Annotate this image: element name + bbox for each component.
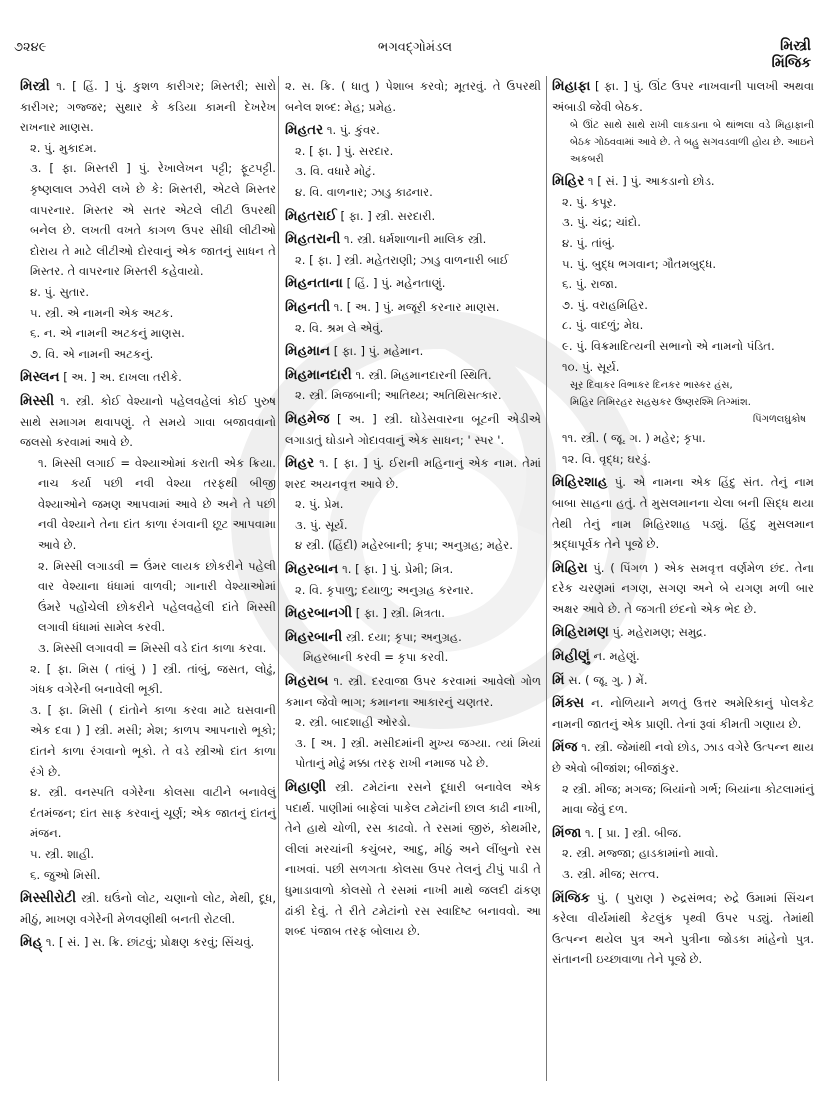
- headword: મિહતર: [285, 122, 324, 139]
- dictionary-entry: [552, 670, 814, 691]
- entry-main-line: [552, 823, 814, 844]
- idiom: ૧. મિસ્સી લગાઈ = વેશ્યાઓમાં કરાતી એક ક્રિયા. નાચ કર્યા પછી નવી વેશ્યા તરફથી બીજી વેશ્યાઓને જમણ આપવામાં આવે છે અને તે પછી નવી વેશ્યાને તેના દાંત કાળા રંગવાની છૂટ આપવામા આવે છે.: [38, 455, 276, 553]
- headword: મિહર: [285, 455, 315, 472]
- entry-main-line: [285, 120, 541, 141]
- entry-main-line: [20, 391, 276, 453]
- entry-main-line: [285, 341, 541, 362]
- entry-main-line: [285, 777, 541, 942]
- sense: ૭. પું. વરાહમિહિર.: [562, 297, 648, 312]
- sense: ૨. વિ. શ્રમ લે એવું.: [295, 320, 384, 335]
- headword: મિહરબાન: [285, 561, 339, 578]
- entry-main-line: [552, 646, 814, 667]
- dictionary-entry: [20, 888, 276, 929]
- sense: ૨. [ ફા. ] પું. સરદાર.: [295, 143, 394, 158]
- definition: ૧. [ સં. ] સ. ક્રિ. છાંટવું; પ્રોક્ષણ કરવું; સિંચવું.: [45, 935, 255, 950]
- page-number: ૭૨૪૯: [14, 40, 47, 55]
- sense: ૩. વિ. વધારે મોટું.: [295, 164, 376, 179]
- sense: ૨. વિ. કૃપાળુ; દયાળુ; અનુગ્રહ કરનાર.: [295, 582, 474, 597]
- headword: મિં: [552, 671, 565, 688]
- sense: ૨. પું. મુકાદમ.: [30, 140, 97, 155]
- definition: સ્ત્રી. ટમેટાંના રસને દૂધારી બનાવેલ એક પદાર્થ. પાણીમાં બાફેલાં પાકેલ ટમેટાંની છાલ કાઢી નાખી, તેને હાથે ચોળી, રસ કાઢવો. તે રસમાં જીરું, કોથમીર, લીલાં મરચાંની કચુંબર, આદુ, મીઠું અને લીંબુનો રસ નાખવાં. પછી સળગતા કોલસા ઉપર તેલનું ટીપું પાડી તે ધુમાડાવાળો કોલસો તે રસમાં નાખી માથે જલદી ઢાંકણ ઢાંકી દેવું. તે રીતે ટમેટાંનો રસ સ્વાદિષ્ટ બનાવવો. આ શબ્દ પંજાબ તરફ બોલાય છે.: [285, 780, 542, 939]
- entry-main-line: [552, 693, 814, 734]
- entry-main-line: [552, 171, 814, 192]
- dictionary-entry: [285, 409, 541, 450]
- entry-main-line: [285, 409, 541, 450]
- dictionary-entry: [285, 120, 541, 202]
- sense: ૩. [ ફા. મિસ્તરી ] પું. રેખાલેખન પટ્ટી; ફૂટપટ્ટી. કૃષ્ણલાલ ઝવેરી લખે છે કે: મિસ્તરી, એટલે મિસ્તર વાપરનાર. મિસ્તર એ સતર એટલે લીટી ઉપરથી બનેલ છે. લખતી વખતે કાગળ ઉપર સીધી લીટીઓ દોરાય તે માટે લીટીઓ દોરવાનું એક જાતનું સાધન તે મિસ્તર. તે વાપરનાર મિસ્તરી કહેવાયો.: [30, 161, 276, 279]
- definition: ૧. પું. કુંવર.: [326, 123, 380, 138]
- headword: મિહાફા: [552, 78, 591, 94]
- definition: સ્ત્રી. દયા; કૃપા; અનુગ્રહ.: [345, 629, 462, 644]
- headword: મિહમેજ: [285, 410, 330, 427]
- entry-main-line: [552, 472, 814, 554]
- column-2: [285, 76, 541, 1081]
- definition: ૨. સ. ક્રિ. ( ધાતુ ) પેશાબ કરવો; મૂતરવું. તે ઉપરથી બનેલ શબ્દ: મેહ; પ્રમેહ.: [285, 79, 541, 114]
- headword: મિહ્: [20, 934, 43, 951]
- headword: મિહિર: [552, 173, 585, 190]
- dictionary-entry: [552, 558, 814, 620]
- sense: ૨. [ ફા. ] સ્ત્રી. મહેતરાણી; ઝાડુ વાળનારી બાઈ: [295, 252, 509, 267]
- definition: ૧. [ હિં. ] પું. કુશળ કારીગર; મિસ્તરી; સારો કારીગર; ગજ્જર; સુથાર કે કડિયા કામની દેખરેખ રાખનાર માણસ.: [20, 79, 276, 135]
- headword: મિંક્સ: [552, 695, 585, 712]
- headword: મિહતરાની: [285, 231, 341, 248]
- sense: ૮. પું. વાદળું; મેઘ.: [562, 318, 644, 333]
- headword: મિંજ: [552, 739, 578, 756]
- sense: ૨. [ ફા. મિસ ( તાંબું ) ] સ્ત્રી. તાંબું, જસત, લોઢું, ગંધક વગેરેની બનાવેલી ભૂકી.: [30, 661, 276, 697]
- sense: ૫. સ્ત્રી. એ નામની એક અટક.: [30, 305, 174, 320]
- definition: ૧. સ્ત્રી. દરવાજા ઉપર કરવામાં આવેલો ગોળ કમાન જેવો ભાગ; કમાનના આકારનું ચણતર.: [285, 674, 542, 709]
- entry-main-line: [552, 76, 814, 117]
- sense: ૪. પું. સુતાર.: [30, 284, 90, 299]
- definition: [ અ. ] સ્ત્રી. ઘોડેસવારના બૂટની એડીએ લગાડાતું ઘોડાને ગોદાવવાનું એક સાધન; ' સ્પર '.: [285, 411, 541, 447]
- sense: ૪. વિ. વાળનાર; ઝાડુ કાઢનાર.: [295, 184, 433, 199]
- dictionary-entry: [20, 367, 276, 388]
- headword: મિહમાનદારી: [285, 366, 352, 383]
- dictionary-entry: [285, 297, 541, 338]
- sense: ૬. ન. એ નામની અટકનું માણસ.: [30, 326, 185, 341]
- dictionary-entry: [285, 453, 541, 556]
- entry-main-line: [552, 670, 814, 691]
- sense: ૩. [ અ. ] સ્ત્રી. મસીદમાંની મુખ્ય જગ્યા. ત્યાં મિયાં પોતાનું મોઢું મક્કા તરફ રાખી નમાજ પઢે છે.: [295, 735, 541, 771]
- column-1: [20, 76, 276, 1081]
- sense: ૧૨. વિ. વૃદ્ધ; ઘરડું.: [562, 451, 651, 466]
- entry-main-line: [20, 76, 276, 138]
- headword: મિંજા: [552, 824, 582, 841]
- quotation: બે ઊંટ સાથે સાથે રાખી લાકડાના બે થાંભલા વડે મિહાફાની બેઠક ગોઠવવામાં આવે છે. તે બહુ સગવડવાળી હોય છે. આઇને અકબરી: [570, 120, 814, 166]
- sense: ૨. સ્ત્રી. બાદશાહી ઓરડો.: [295, 715, 411, 730]
- sense: ૨. પું. પ્રેમ.: [295, 497, 344, 512]
- dictionary-entry: [20, 76, 276, 364]
- sense: ૬. પું. રાજા.: [562, 277, 618, 292]
- dictionary-entry: [552, 622, 814, 643]
- entry-main-line: [285, 229, 541, 250]
- definition: પું. મહેરામણ; સમુદ્ર.: [612, 625, 707, 640]
- entry-main-line: [285, 76, 541, 117]
- definition: સ્ત્રી. ઘઉંનો લોટ, ચણાનો લોટ, મેથી, દૂધ, મીઠું, માખણ વગેરેની મેળવણીથી બનતી રોટલી.: [20, 891, 277, 926]
- quotation-source: પિંગળલઘુકોષ: [752, 414, 806, 426]
- headword: મિસ્ત્રી: [20, 78, 50, 94]
- definition: [ ફા. ] સ્ત્રી. સરદારી.: [340, 208, 436, 223]
- entry-main-line: [20, 367, 276, 388]
- sense: ૪ સ્ત્રી. (હિંદી) મહેરબાની; કૃપા; અનુગ્રહ; મહેર.: [295, 538, 513, 553]
- entry-main-line: [552, 737, 814, 778]
- quotation: સૂર દિવાકર વિભાકર દિનકર ભાસ્કર હંસ,: [570, 380, 733, 392]
- dictionary-entry: [285, 559, 541, 600]
- definition: ૧. સ્ત્રી. ધર્મશાળાની માલિક સ્ત્રી.: [344, 232, 487, 247]
- headword: મિસ્લન: [20, 369, 60, 386]
- definition: [ અ. ] અ. દાખલા તરીકે.: [63, 370, 182, 385]
- sense: ૬. જુઓ મિસી.: [30, 867, 101, 882]
- dictionary-entry: [285, 341, 541, 362]
- dictionary-entry: [552, 472, 814, 554]
- guide-word-last: મિંજિક: [771, 55, 811, 71]
- headword: મિહિરામણ: [552, 624, 609, 641]
- column-divider: [546, 76, 547, 1081]
- entry-main-line: [552, 888, 814, 970]
- sense: ૪. પું. તાંબું.: [562, 235, 615, 250]
- guide-words: [772, 38, 811, 72]
- dictionary-entry: [552, 76, 814, 168]
- sense: ૨ સ્ત્રી. મીજ; મગજ; બિયાંનો ગર્ભ; બિયાંના કોટલામાંનું માવા જેવું દળ.: [562, 781, 814, 817]
- headword: મિહીણું: [552, 648, 590, 665]
- page-header: [0, 0, 825, 75]
- dictionary-entry: [285, 603, 541, 624]
- entry-main-line: [20, 932, 276, 953]
- entry-main-line: [285, 627, 541, 648]
- dictionary-entry: [285, 76, 541, 117]
- dictionary-entry: [552, 823, 814, 885]
- dictionary-columns: [0, 76, 825, 1086]
- sense: ૭. વિ. એ નામની અટકનું.: [30, 346, 154, 361]
- dictionary-entry: [552, 693, 814, 734]
- definition: પું. ( પુરાણ ) રુદ્રસંભવ; રુદ્રે ઉમામાં સિંચન કરેલા વીર્યમાંથી કેટલુંક પૃથ્વી ઉપર પડ્યું. તેમાંથી ઉત્પન્ન થયેલ પુત્ર અને પુત્રીના જોડકા માંહેનો પુત્ર. સંતાનની ઇચ્છાવાળા તેને પૂજે છે.: [552, 890, 814, 967]
- definition: સ. ( જૂ. ગુ. ) મેં.: [568, 672, 648, 687]
- headword: મિહરબાનગી: [285, 605, 353, 622]
- sense: ૫. સ્ત્રી. શાહી.: [30, 846, 95, 861]
- sense: ૧૧. સ્ત્રી. ( જૂ. ગ. ) મહેર; કૃપા.: [562, 431, 706, 446]
- dictionary-entry: [285, 777, 541, 942]
- entry-main-line: [552, 622, 814, 643]
- headword: મિંજિક: [552, 889, 590, 906]
- sense: ૪. સ્ત્રી. વનસ્પતિ વગેરેના કોલસા વાટીને બનાવેલું દંતમંજન; દાંત સાફ કરવાનું ચૂર્ણ; એક જાતનું દાંતનું મંજન.: [30, 785, 276, 841]
- definition: [ ફા. ] સ્ત્રી. મિત્રતા.: [355, 606, 445, 621]
- entry-main-line: [285, 559, 541, 580]
- definition: ૧. [ ફા. ] પું. ઈરાની મહિનાનું એક નામ. તેમાં શરદ અયનવૃત્ત આવે છે.: [285, 456, 541, 491]
- dictionary-entry: [285, 365, 541, 406]
- entry-main-line: [285, 671, 541, 712]
- definition: ૧. સ્ત્રી. જેમાંથી નવો છોડ, ઝાડ વગેરે ઉત્પન્ન થાય છે એવો બીજાંશ; બીજાંકુર.: [552, 740, 814, 776]
- sense: ૨. સ્ત્રી. મિજબાની; આતિથ્ય; અતિથિસત્કાર.: [295, 388, 502, 403]
- column-divider: [278, 76, 279, 1081]
- headword: મિહરબાની: [285, 628, 343, 645]
- entry-main-line: [20, 888, 276, 929]
- sense: ૫. પું. બુદ્ધ ભગવાન; ગૌતમબુદ્ધ.: [562, 256, 717, 271]
- idiom: ૨. મિસ્સી લગાડવી = ઉંમર લાયક છોકરીને પહેલી વાર વેશ્યાના ધંધામાં વાળવી; ગાનારી વેશ્યાઓમાં ઉંમરે પહોંચેલી છોકરીને પહેલવહેલી દાંતે મિસ્સી લગાવી ધંધામાં સામેલ કરવી.: [38, 558, 276, 635]
- definition: ૧. [ અ. ] પું. મજૂરી કરનાર માણસ.: [333, 299, 500, 314]
- entry-main-line: [285, 453, 541, 494]
- dictionary-entry: [285, 671, 541, 774]
- entry-main-line: [285, 297, 541, 318]
- definition: પું. ( પિંગળ ) એક સમવૃત્ત વર્ણમેળ છંદ. તેના દરેક ચરણમાં નગણ, સગણ અને બે યગણ મળી બાર અક્ષર આવે છે. તે જગતી છંદનો એક ભેદ છે.: [552, 560, 815, 616]
- definition: ૧. સ્ત્રી. કોઈ વેશ્યાનો પહેલવહેલાં કોઈ પુરુષ સાથે સમાગમ થવાપણું. તે સમયે ગાવા બજાવવાનો જલસો કરવામાં આવે છે.: [20, 393, 276, 450]
- entry-main-line: [285, 603, 541, 624]
- definition: ૧ [ સં. ] પું. આકડાનો છોડ.: [587, 174, 715, 189]
- sense: ૧૦. પું. સૂર્ય.: [562, 359, 620, 374]
- quotation: મિહિર તિમિરહર સહસ્રકર ઉષ્ણરશ્મિ તિગ્માંશ.: [570, 397, 751, 409]
- entry-main-line: [285, 365, 541, 386]
- entry-main-line: [552, 558, 814, 620]
- entry-main-line: [285, 273, 541, 294]
- definition: ન. મહેણું.: [593, 649, 640, 664]
- guide-word-first: મિસ્ત્રી: [780, 38, 811, 54]
- sense: ૨. સ્ત્રી. મજ્જા; હાડકામાંનો માવો.: [562, 846, 719, 861]
- idiom: ૩. મિસ્સી લગાવવી = મિસ્સી વડે દાંત કાળા કરવા.: [38, 641, 267, 656]
- dictionary-entry: [20, 391, 276, 885]
- headword: મિહિરા: [552, 559, 588, 576]
- dictionary-entry: [20, 932, 276, 953]
- definition: ૧. [ ફા. ] પું. પ્રેમી; મિત્ર.: [342, 562, 454, 577]
- dictionary-entry: [285, 229, 541, 270]
- idiom: મિહરબાની કરવી = કૃપા કરવી.: [303, 650, 449, 665]
- dictionary-entry: [552, 737, 814, 819]
- headword: મિહતરાઈ: [285, 207, 337, 224]
- definition: [ ફા. ] પું. ઊંટ ઉપર નાખવાની પાલખી અથવા અંબાડી જેવી બેઠક.: [552, 79, 815, 114]
- dictionary-entry: [285, 273, 541, 294]
- headword: મિહનતાના: [285, 275, 343, 292]
- definition: ન. નોળિયાને મળતું ઉત્તર અમેરિકાનું પોલકેટ નામની જાતનું એક પ્રાણી. તેનાં રૂવાં કીમતી ગણાય છે.: [552, 696, 814, 731]
- headword: મિહમાન: [285, 343, 331, 360]
- headword: મિહનતી: [285, 298, 331, 315]
- headword: મિસ્સી: [20, 392, 55, 409]
- headword: મિહાણી: [285, 779, 327, 795]
- definition: પું. એ નામના એક હિંદુ સંત. તેનું નામ બાબા સાહના હતું. તે મુસલમાનના ચેલા બની સિદ્ધ થયા તેથી તેનું નામ મિહિરશાહ પડ્યું. હિંદુ મુસલમાન શ્રદ્ધાપૂર્વક તેને પૂજે છે.: [552, 475, 814, 552]
- definition: [ ફા. ] પું. મહેમાન.: [333, 344, 424, 359]
- sense: ૩. [ ફા. મિસી ( દાંતોને કાળા કરવા માટે ઘસવાની એક દવા ) ] સ્ત્રી. મસી; મેશ; કાળપ આપનારો ભૂકો; દાંતને કાળા રંગવાનો ભૂકો. તે વડે સ્ત્રીઓ દાંત કાળા રંગે છે.: [30, 702, 276, 779]
- dictionary-entry: [552, 646, 814, 667]
- headword: મિહિરશાહ: [552, 474, 608, 491]
- dictionary-entry: [285, 206, 541, 227]
- dictionary-entry: [285, 627, 541, 668]
- definition: ૧. સ્ત્રી. મિહમાનદારની સ્થિતિ.: [355, 367, 492, 382]
- entry-main-line: [285, 206, 541, 227]
- sense: ૩. પું. ચંદ્ર; ચાંદો.: [562, 215, 641, 230]
- running-title: ભગવદ્ગોમંડલ: [377, 40, 453, 55]
- definition: [ હિં. ] પું. મહેનતાણું.: [346, 276, 446, 291]
- sense: ૨. પું. કપૂર.: [562, 194, 617, 209]
- dictionary-entry: [552, 171, 814, 469]
- headword: મિસ્સીરોટી: [20, 890, 77, 907]
- headword: મિહરાબ: [285, 673, 329, 690]
- sense: ૯. પું. વિક્રમાદિત્યની સભાનો એ નામનો પંડિત.: [562, 338, 775, 353]
- sense: ૩. સ્ત્રી. મીજ; સત્ત્વ.: [562, 867, 660, 881]
- column-3: [552, 76, 814, 1081]
- dictionary-entry: [552, 888, 814, 970]
- definition: ૧. [ પ્રા. ] સ્ત્રી. બીજ.: [584, 825, 682, 840]
- sense: ૩. પું. સૂર્ય.: [295, 517, 348, 532]
